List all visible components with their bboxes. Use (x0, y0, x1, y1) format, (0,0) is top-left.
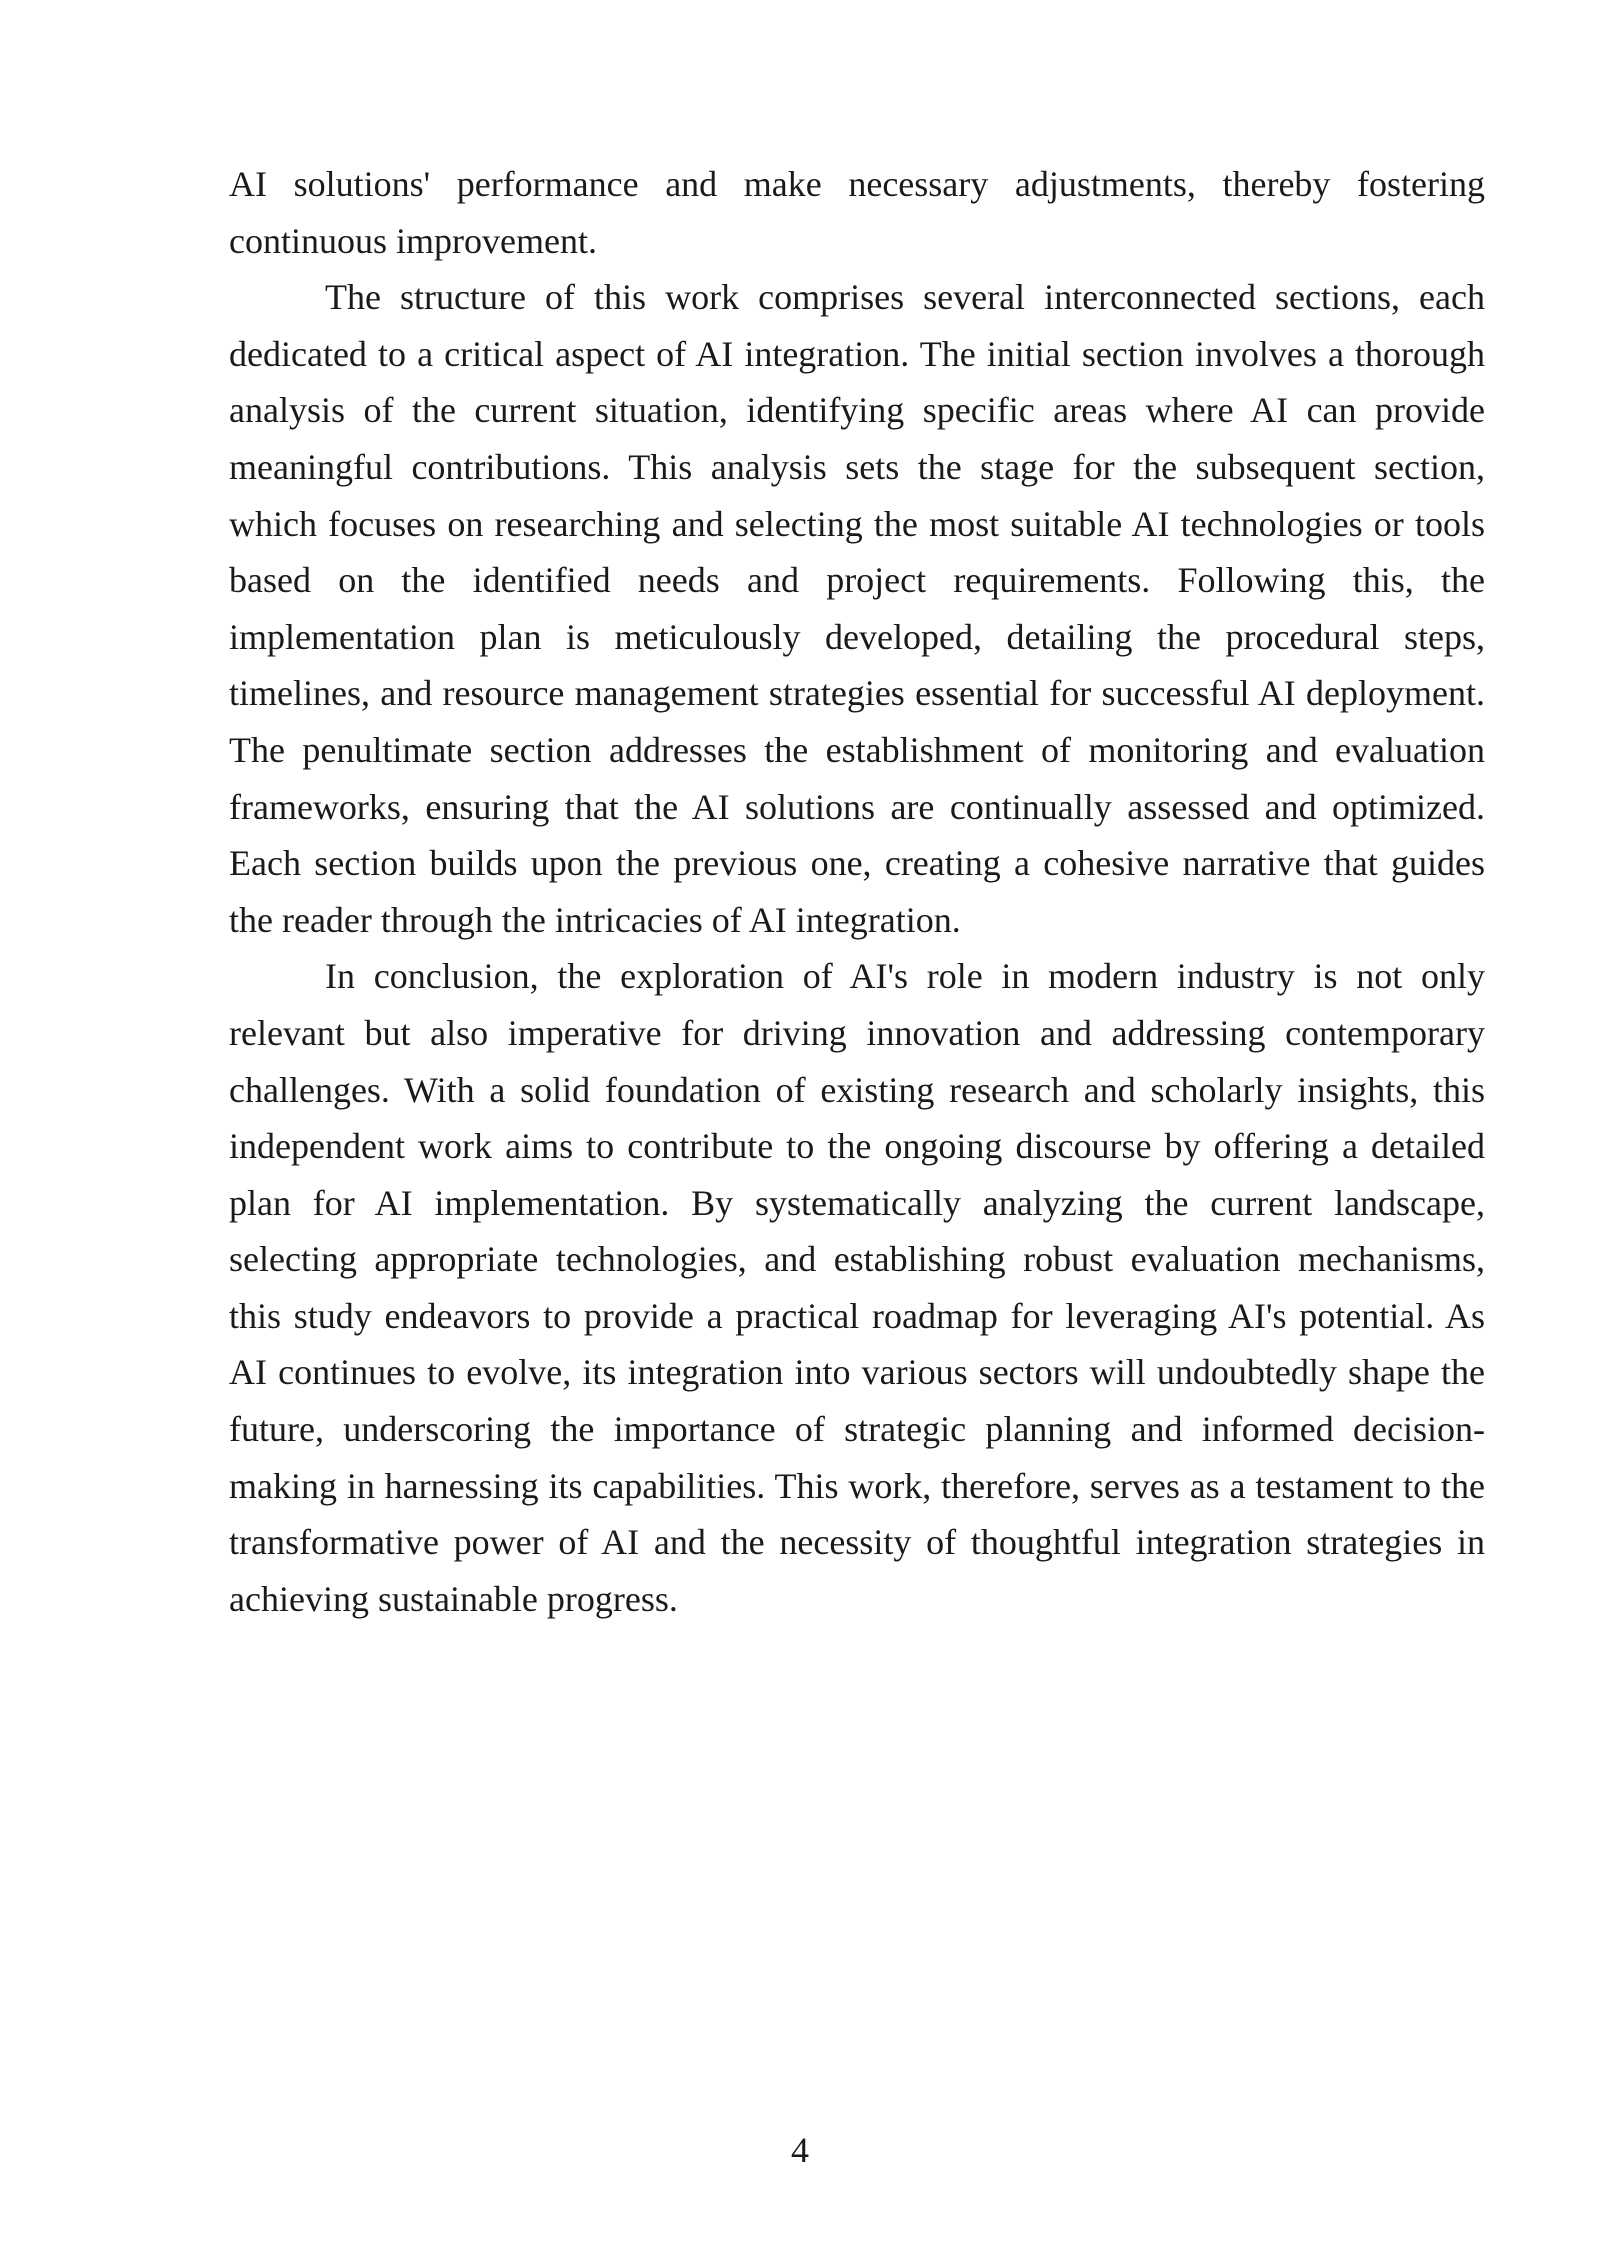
page-number: 4 (791, 2130, 809, 2170)
paragraph-structure: The structure of this work comprises several interconnected sections, each dedicated to a critical aspect of AI integration. The initial section involves a thorough analysis of the current situation, identifying specific areas where AI can provide meaningful contributions. This analysis sets the stage for the subsequent section, which focuses on researching and selecting the most suitable AI technologies or tools based on the identified needs and project requirements. Following this, the implementation plan is meticulously developed, detailing the procedural steps, timelines, and resource management strategies essential for successful AI deployment. The penultimate section addresses the establishment of monitoring and evaluation frameworks, ensuring that the AI solutions are continually assessed and optimized. Each section builds upon the previous one, creating a cohesive narrative that guides the reader through the intricacies of AI integration. (229, 277, 1485, 940)
paragraph-continuation: AI solutions' performance and make necessary adjustments, thereby fostering continuous improvement. (229, 164, 1485, 261)
body-text (229, 156, 1485, 1627)
paragraph-conclusion: In conclusion, the exploration of AI's role in modern industry is not only relevant but also imperative for driving innovation and addressing contemporary challenges. With a solid foundation of existing research and scholarly insights, this independent work aims to contribute to the ongoing discourse by offering a detailed plan for AI implementation. By systematically analyzing the current landscape, selecting appropriate technologies, and establishing robust evaluation mechanisms, this study endeavors to provide a practical roadmap for leveraging AI's potential. As AI continues to evolve, its integration into various sectors will undoubtedly shape the future, underscoring the importance of strategic planning and informed decision-making in harnessing its capabilities. This work, therefore, serves as a testament to the transformative power of AI and the necessity of thoughtful integration strategies in achieving sustainable progress. (229, 956, 1485, 1619)
